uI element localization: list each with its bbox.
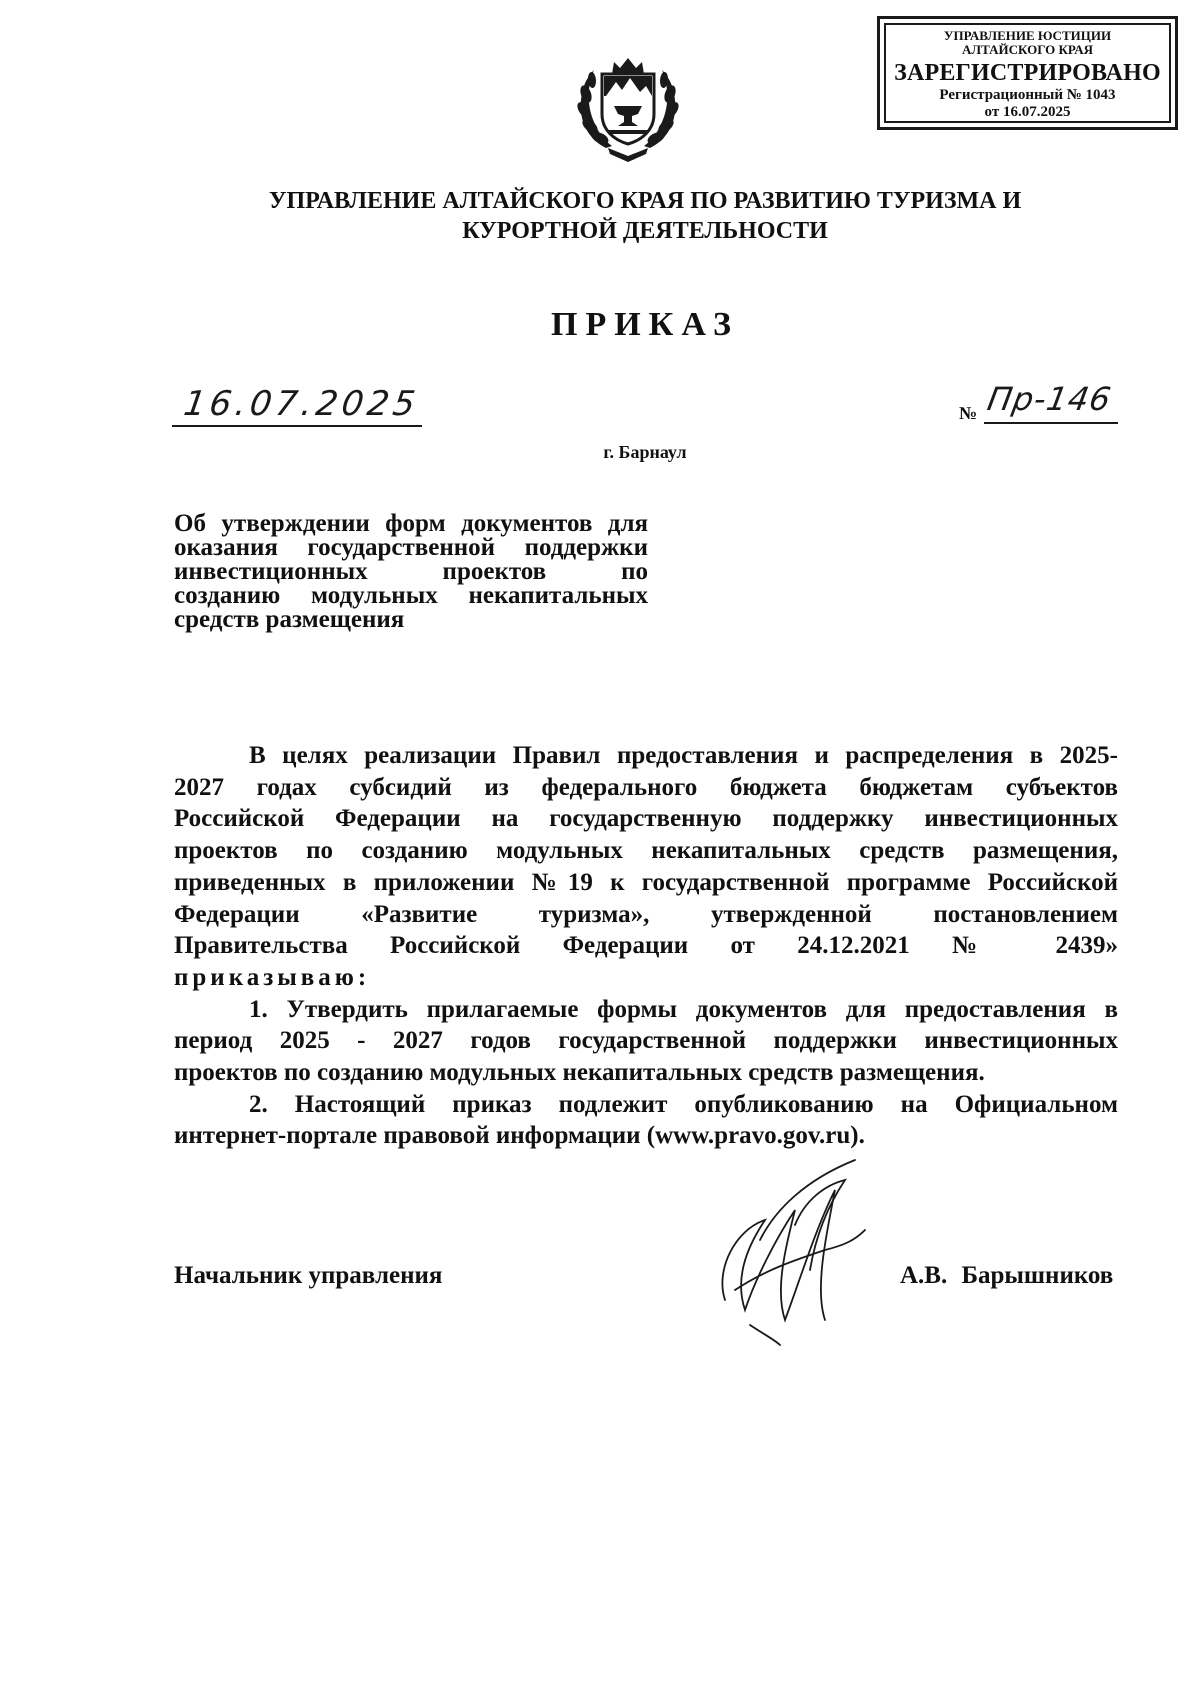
subject-line: созданию модульных некапитальных [174,582,648,609]
agency-name-line1: УПРАВЛЕНИЕ АЛТАЙСКОГО КРАЯ ПО РАЗВИТИЮ ТУРИЗМА И [268,188,1022,214]
command-word: приказываю: [174,963,371,991]
preamble-line: приведенных в приложении №19 к государственной программе Российской [174,868,1118,896]
preamble-line: Федерации «Развитие туризма», утвержденной постановлением [174,900,1118,928]
preamble-line: 2027 годах субсидий из федерального бюджета бюджетам субъектов [174,773,1118,801]
number-sign: № [959,403,978,423]
date-underline [172,425,422,427]
subject-line: оказания государственной поддержки [174,534,648,561]
preamble-line: В целях реализации Правил предоставления и распределения в 2025- [249,742,1118,769]
signer-position: Начальник управления [174,1262,443,1289]
agency-name [160,186,1130,246]
handwritten-signature-icon [705,1150,885,1350]
item1-line: период 2025 - 2027 годов государственной поддержки инвестиционных [174,1027,1118,1055]
stamp-reg-number: Регистрационный № 1043 [939,87,1116,103]
signer-name: А.В. Барышников [900,1262,1114,1289]
order-body [174,740,1118,1152]
preamble-line: проектов по созданию модульных некапитальных средств размещения, [174,837,1118,865]
order-subject [174,512,648,632]
city-name: г. Барнаул [603,442,687,462]
order-date-field [172,384,422,428]
stamp-inner-frame [884,23,1171,123]
order-date-handwritten: 16.07.2025 [181,384,422,424]
stamp-reg-date: от 16.07.2025 [984,104,1071,120]
stamp-org-line1: УПРАВЛЕНИЕ ЮСТИЦИИ [943,28,1112,43]
order-number-handwritten: Пр-146 [984,380,1115,418]
subject-line: Об утверждении форм документов для [174,510,648,537]
preamble-line: Правительства Российской Федерации от 24.12.2021 № 2439» [174,932,1118,960]
item1-line: 1. Утвердить прилагаемые формы документов для предоставления в [249,995,1118,1023]
agency-name-line2: КУРОРТНОЙ ДЕЯТЕЛЬНОСТИ [462,218,828,244]
preamble-line: Российской Федерации на государственную поддержку инвестиционных [174,805,1118,833]
item2-line: 2. Настоящий приказ подлежит опубликованию на Официальном [249,1090,1118,1118]
item2-line: интернет-портале правовой информации (www.pravo.gov.ru). [174,1122,865,1150]
subject-line: инвестиционных проектов по [174,558,648,585]
item1-line: проектов по созданию модульных некапитальных средств размещения. [174,1059,985,1087]
stamp-title: ЗАРЕГИСТРИРОВАНО [894,60,1161,86]
subject-line: средств размещения [174,606,405,633]
order-number-field [984,380,1134,434]
registration-stamp [877,16,1178,130]
number-underline [984,422,1118,424]
stamp-org-line2: АЛТАЙСКОГО КРАЯ [962,42,1093,57]
document-type-title: ПРИКАЗ [551,306,739,343]
coat-of-arms-icon [568,44,688,164]
